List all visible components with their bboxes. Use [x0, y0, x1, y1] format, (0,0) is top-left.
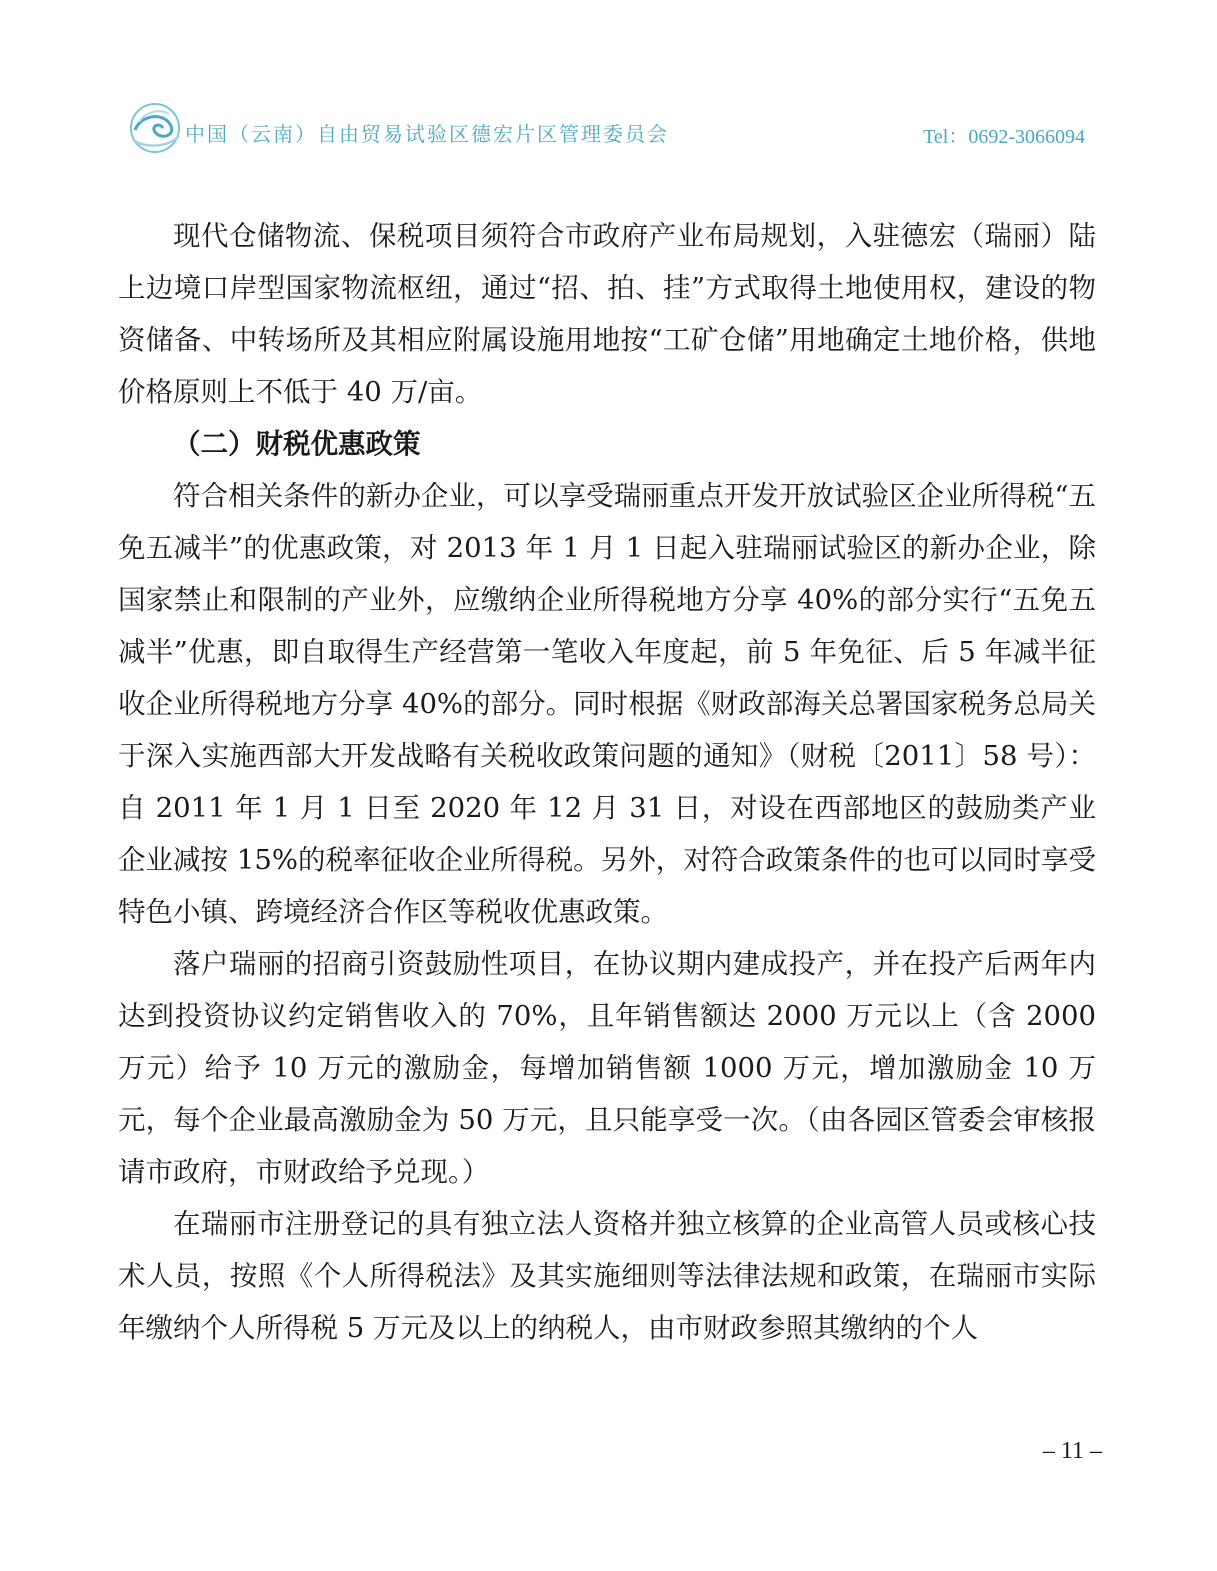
- paragraph-tax-policy: 符合相关条件的新办企业，可以享受瑞丽重点开发开放试验区企业所得税“五免五减半”的优惠政策，对 2013 年 1 月 1 日起入驻瑞丽试验区的新办企业，除国家禁止和限制的产业外，应缴纳企业所得税地方分享 40%的部分实行“五免五减半”优惠，即自取得生产经营第一笔收入年度起，前 5 年免征、后 5 年减半征收企业所得税地方分享 40%的部分。同时根据《财政部海关总署国家税务总局关于深入实施西部大开发战略有关税收政策问题的通知》（财税〔2011〕58 号）：自 2011 年 1 月 1 日至 2020 年 12 月 31 日，对设在西部地区的鼓励类产业企业减按 15%的税率征收企业所得税。另外，对符合政策条件的也可以同时享受特色小镇、跨境经济合作区等税收优惠政策。: [118, 480, 1096, 928]
- paragraph-income-tax: 在瑞丽市注册登记的具有独立法人资格并独立核算的企业高管人员或核心技术人员，按照《个人所得税法》及其实施细则等法律法规和政策，在瑞丽市实际年缴纳个人所得税 5 万元及以上的纳税人，由市财政参照其缴纳的个人: [118, 1208, 1096, 1344]
- document-body: [118, 210, 1096, 1354]
- telephone-number: Tel：0692-3066094: [923, 126, 1085, 148]
- page-header: [125, 100, 1085, 160]
- section-heading: （二）财税优惠政策: [173, 428, 421, 460]
- organization-name: 中国（云南）自由贸易试验区德宏片区管理委员会: [185, 122, 669, 146]
- paragraph-logistics: 现代仓储物流、保税项目须符合市政府产业布局规划，入驻德宏（瑞丽）陆上边境口岸型国家物流枢纽，通过“招、拍、挂”方式取得土地使用权，建设的物资储备、中转场所及其相应附属设施用地按“工矿仓储”用地确定土地价格，供地价格原则上不低于 40 万/亩。: [118, 220, 1096, 408]
- swirl-cloud-logo-icon: [125, 100, 187, 156]
- page-number: – 11 –: [1042, 1438, 1102, 1464]
- paragraph-incentive: 落户瑞丽的招商引资鼓励性项目，在协议期内建成投产，并在投产后两年内达到投资协议约定销售收入的 70%，且年销售额达 2000 万元以上（含 2000 万元）给予 10 万元的激励金，每增加销售额 1000 万元，增加激励金 10 万元，每个企业最高激励金为 50 万元，且只能享受一次。（由各园区管委会审核报请市政府，市财政给予兑现。）: [118, 948, 1096, 1188]
